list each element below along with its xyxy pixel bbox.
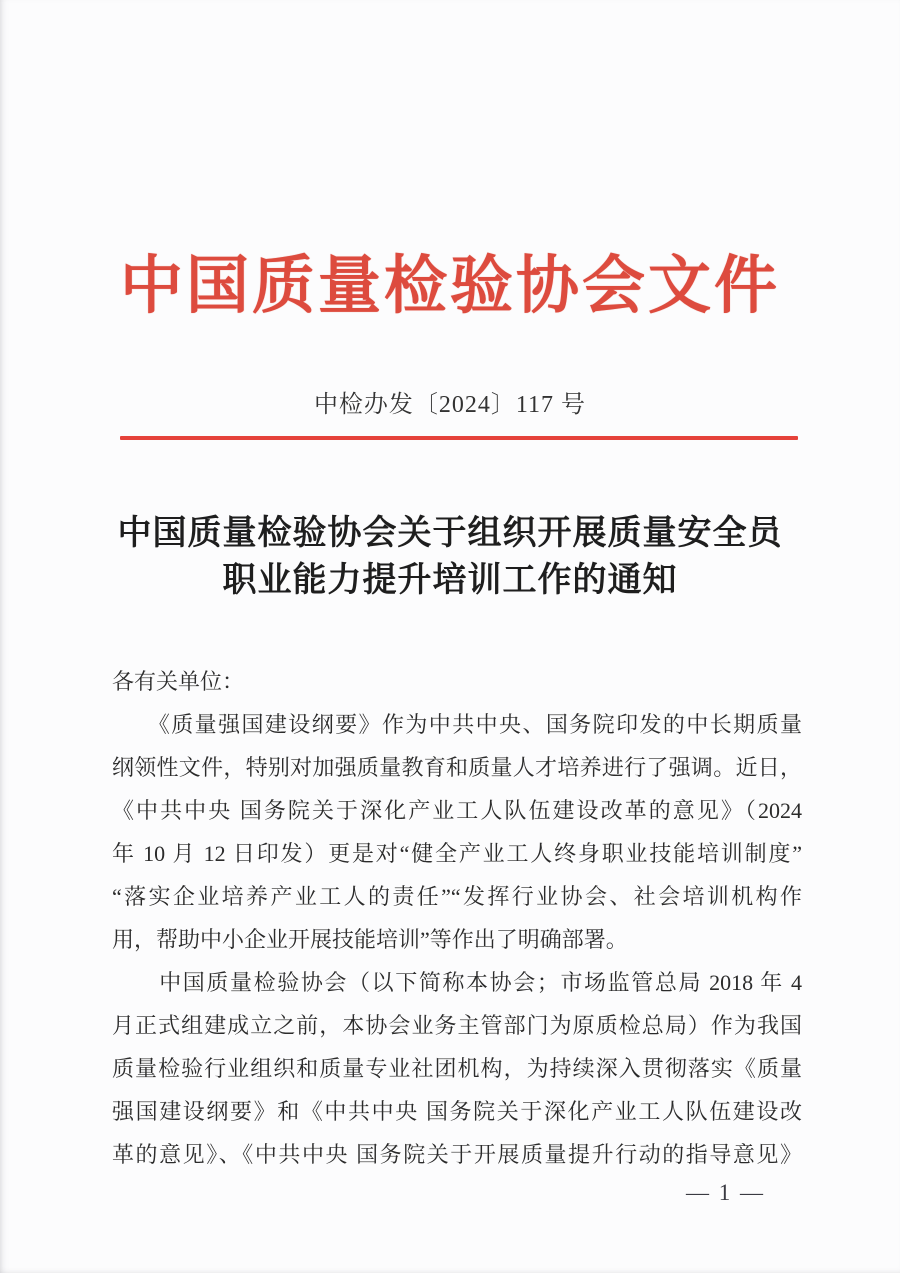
page-number: — 1 — xyxy=(686,1180,765,1205)
notice-title-line-2: 职业能力提升培训工作的通知 xyxy=(222,562,678,599)
salutation: 各有关单位： xyxy=(112,669,245,694)
body-line: 用，帮助中小企业开展技能培训”等作出了明确部署。 xyxy=(112,927,628,952)
body-line: 月正式组建成立之前，本协会业务主管部门为原质检总局）作为我国 xyxy=(112,1013,802,1038)
letterhead-title: 中国质量检验协会文件 xyxy=(120,251,780,321)
red-divider-rule xyxy=(120,436,798,440)
notice-title-line-1: 中国质量检验协会关于组织开展质量安全员 xyxy=(117,515,783,552)
body-line: 革的意见》、《中共中央 国务院关于开展质量提升行动的指导意见》 xyxy=(112,1142,802,1167)
body-line: “落实企业培养产业工人的责任”“发挥行业协会、社会培训机构作 xyxy=(112,884,802,909)
notice-title xyxy=(0,510,900,604)
document-reference-number: 中检办发〔2024〕117 号 xyxy=(313,392,587,418)
body-line: 《质量强国建设纲要》作为中共中央、国务院印发的中长期质量 xyxy=(112,712,802,737)
body-line: 《中共中央 国务院关于深化产业工人队伍建设改革的意见》（2024 xyxy=(112,798,802,823)
body-line: 中国质量检验协会（以下简称本协会；市场监管总局 2018 年 4 xyxy=(112,970,802,995)
body-line: 质量检验行业组织和质量专业社团机构，为持续深入贯彻落实《质量 xyxy=(112,1056,802,1081)
body-line: 强国建设纲要》和《中共中央 国务院关于深化产业工人队伍建设改 xyxy=(112,1099,802,1124)
document-body xyxy=(112,660,802,1176)
body-line: 纲领性文件，特别对加强质量教育和质量人才培养进行了强调。近日， xyxy=(112,755,802,780)
body-line: 年 10 月 12 日印发）更是对“健全产业工人终身职业技能培训制度” xyxy=(112,841,802,866)
